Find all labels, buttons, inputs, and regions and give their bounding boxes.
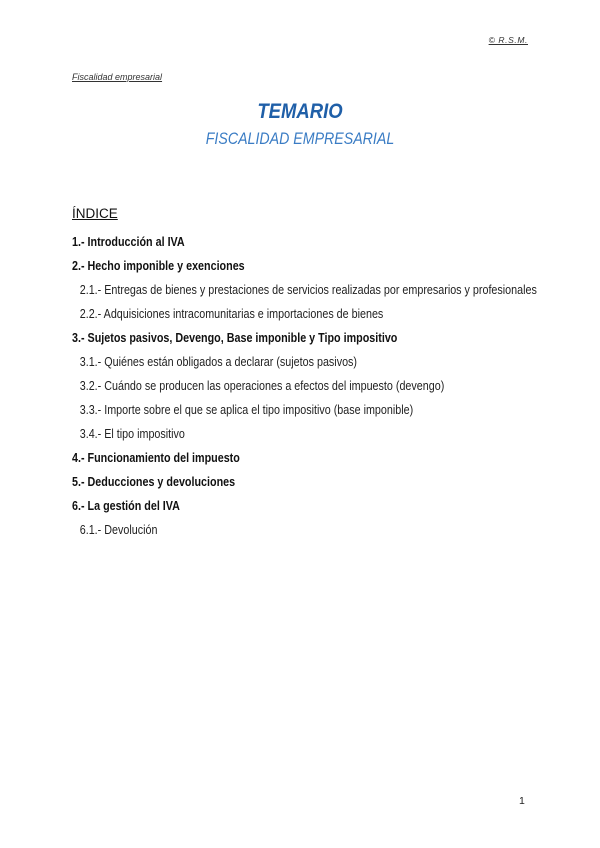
toc-item: 4.- Funcionamiento del impuesto bbox=[72, 451, 240, 465]
toc-subitem: 3.1.- Quiénes están obligados a declarar (sujetos pasivos) bbox=[79, 355, 358, 369]
document-subtitle: FISCALIDAD EMPRESARIAL bbox=[205, 130, 395, 148]
toc-item: 2.- Hecho imponible y exenciones bbox=[72, 259, 245, 273]
toc-item: 5.- Deducciones y devoluciones bbox=[72, 475, 236, 489]
toc-subitem: 3.2.- Cuándo se producen las operaciones a efectos del impuesto (devengo) bbox=[79, 379, 445, 393]
toc-item: 6.- La gestión del IVA bbox=[72, 499, 180, 513]
document-title: TEMARIO bbox=[257, 100, 343, 123]
index-heading: ÍNDICE bbox=[72, 206, 118, 221]
toc-subitem: 3.4.- El tipo impositivo bbox=[79, 427, 185, 441]
copyright-notice: © R.S.M. bbox=[488, 35, 528, 45]
toc-item: 3.- Sujetos pasivos, Devengo, Base imponible y Tipo impositivo bbox=[72, 331, 398, 345]
page-number: 1 bbox=[519, 795, 525, 807]
toc-subitem: 3.3.- Importe sobre el que se aplica el tipo impositivo (base imponible) bbox=[79, 403, 414, 417]
toc-subitem: 6.1.- Devolución bbox=[79, 523, 158, 537]
table-of-contents bbox=[72, 230, 542, 542]
header-label: Fiscalidad empresarial bbox=[72, 72, 163, 82]
toc-item: 1.- Introducción al IVA bbox=[72, 235, 185, 249]
toc-subitem: 2.1.- Entregas de bienes y prestaciones de servicios realizadas por empresarios y profesionales bbox=[79, 283, 537, 297]
toc-subitem: 2.2.- Adquisiciones intracomunitarias e importaciones de bienes bbox=[79, 307, 384, 321]
